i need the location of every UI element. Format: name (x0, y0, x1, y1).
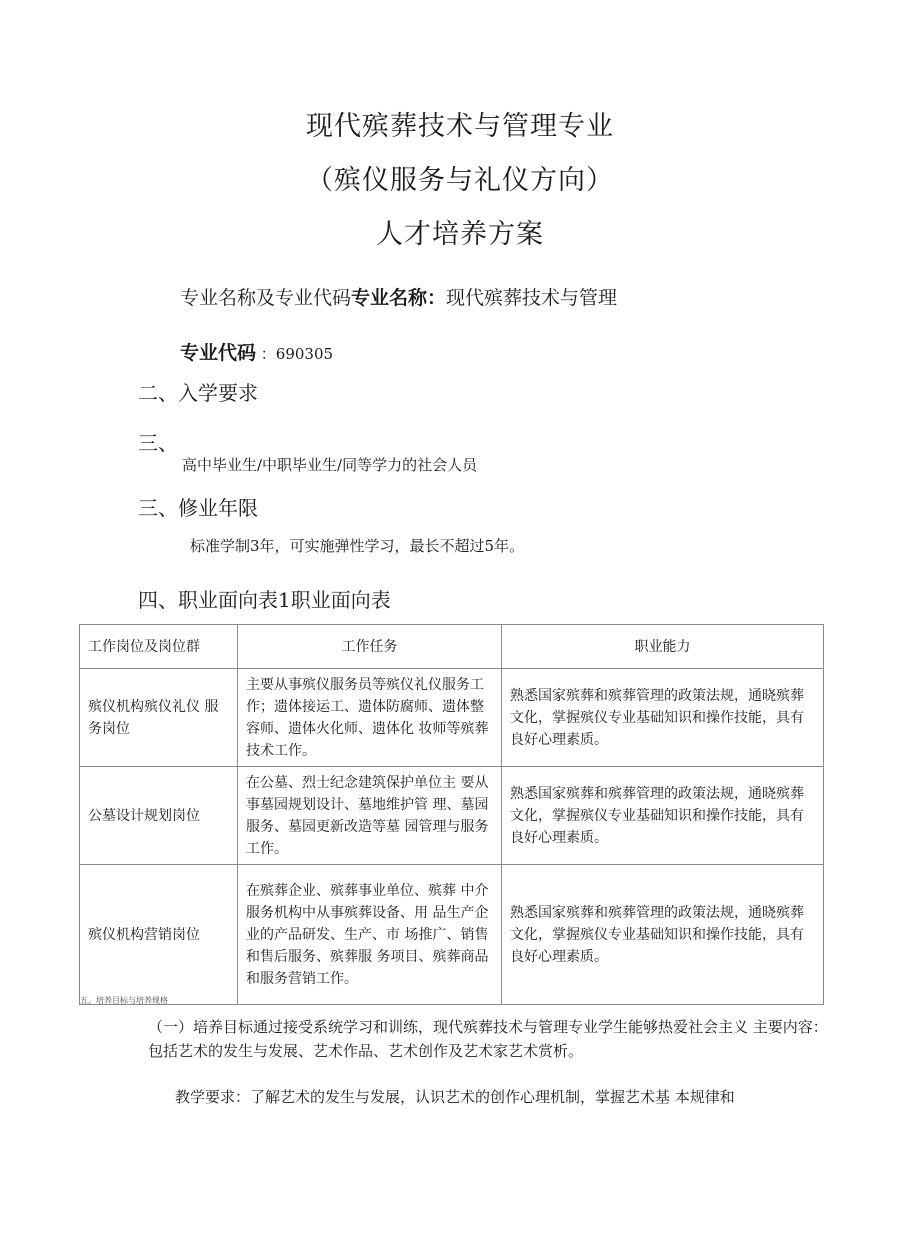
major-name-prefix: 专业名称及专业代码 (180, 287, 352, 309)
table-cell-post: 殡仪机构殡仪礼仪 服务岗位 (80, 669, 238, 767)
table-cell-post: 公墓设计规划岗位 (80, 767, 238, 865)
table-header-ability: 职业能力 (502, 625, 824, 669)
years-heading: 三、修业年限 (138, 496, 258, 520)
doc-title-line1: 现代殡葬技术与管理专业 (306, 111, 614, 142)
major-code-line (180, 338, 333, 365)
table-cell-ability: 熟悉国家殡葬和殡葬管理的政策法规，通晓殡葬文化，掌握殡仪专业基础知识和操作技能，具有良好心理素质。 (502, 865, 824, 1005)
doc-title-line2: （殡仪服务与礼仪方向） (306, 165, 614, 196)
table-cell-post: 殡仪机构营销岗位 (80, 865, 238, 1005)
table-cell-task: 在殡葬企业、殡葬事业单位、殡葬 中介服务机构中从事殡葬设备、用 品生产企业的产品研发、生产、市 场推广、销售和售后服务、殡葬服 务项目、殡葬商品和服务营销工作。 (238, 865, 502, 1005)
career-table (79, 624, 824, 1005)
entry-heading: 二、入学要求 (138, 381, 258, 405)
doc-title-line3: 人才培养方案 (376, 219, 544, 250)
table-header-post: 工作岗位及岗位群 (80, 625, 238, 669)
training-goal-paragraph: （一）培养目标通过接受系统学习和训练，现代殡葬技术与管理专业学生能够热爱社会主义 主要内容：包括艺术的发生与发展、艺术作品、艺术创作及艺术家艺术赏析。 (148, 1018, 828, 1060)
years-text: 标准学制3年，可实施弹性学习，最长不超过5年。 (190, 537, 525, 555)
jobs-heading: 四、职业面向表1职业面向表 (138, 588, 391, 612)
table-cell-ability: 熟悉国家殡葬和殡葬管理的政策法规，通晓殡葬文化，掌握殡仪专业基础知识和操作技能，具有良好心理素质。 (502, 669, 824, 767)
table-cell-task: 主要从事殡仪服务员等殡仪礼仪服务工作；遗体接运工、遗体防腐师、遗体整容师、遗体火化师、遗体化 妆师等殡葬技术工作。 (238, 669, 502, 767)
major-code-value: 690305 (275, 345, 334, 363)
section-five-note: 五、培养目标与培养规格 (80, 996, 168, 1005)
teaching-requirement-paragraph: 教学要求：了解艺术的发生与发展，认识艺术的创作心理机制，掌握艺术基 本规律和 (175, 1088, 735, 1106)
major-name-value: 现代殡葬技术与管理 (446, 287, 618, 309)
table-cell-task: 在公墓、烈士纪念建筑保护单位主 要从事墓园规划设计、墓地维护管 理、墓园服务、墓园更新改造等墓 园管理与服务工作。 (238, 767, 502, 865)
major-name-label: 专业名称： (351, 287, 447, 309)
table-cell-ability: 熟悉国家殡葬和殡葬管理的政策法规，通晓殡葬文化，掌握殡仪专业基础知识和操作技能，具有良好心理素质。 (502, 767, 824, 865)
table-row (80, 767, 824, 865)
table-row (80, 865, 824, 1005)
san-heading: 三、 (138, 431, 178, 455)
entry-requirement-text: 高中毕业生/中职毕业生/同等学力的社会人员 (182, 456, 478, 474)
major-code-label: 专业代码 (180, 342, 257, 364)
major-code-sep: ： (256, 345, 276, 363)
table-header-task: 工作任务 (238, 625, 502, 669)
table-row (80, 669, 824, 767)
major-name-line (180, 283, 617, 310)
table-header-row (80, 625, 824, 669)
